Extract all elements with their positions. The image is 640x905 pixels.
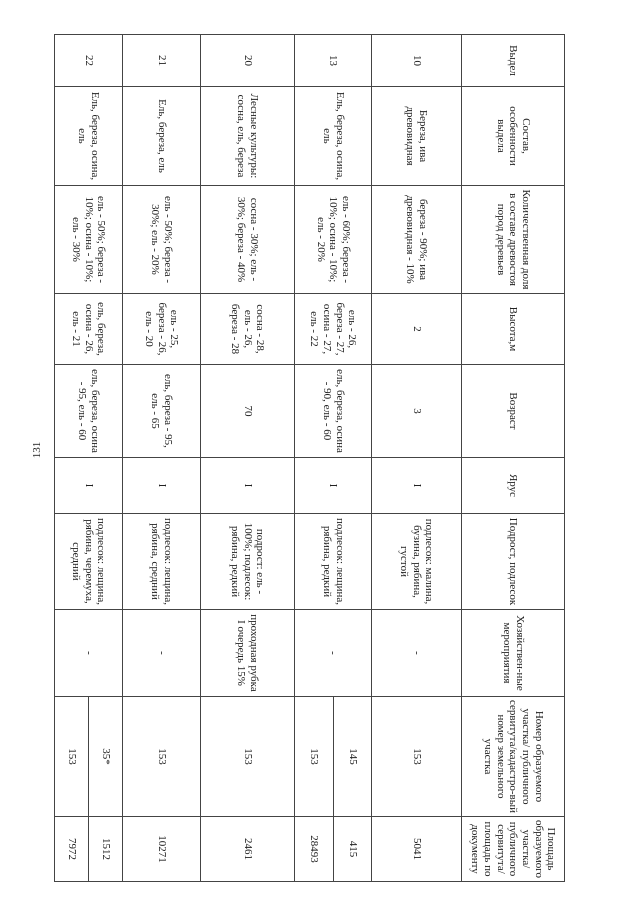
cell-shares: береза - 90%; ива древовидная - 10% — [372, 186, 462, 294]
table-row — [201, 35, 295, 882]
cell-tier: I — [372, 458, 462, 514]
page-number: 131 — [31, 441, 43, 459]
cell-composition: Береза, ива древовидная — [372, 87, 462, 186]
cell-area: 10271 — [123, 817, 201, 882]
cell-undergrowth: подлесок: малина, бузина, рябина, густой — [372, 514, 462, 610]
cell-height: 2 — [372, 294, 462, 365]
rotated-page — [55, 34, 565, 881]
forest-inventory-table — [54, 34, 565, 882]
cell-area: 5041 — [372, 817, 462, 882]
table-row — [55, 35, 123, 882]
header-vydel: Выдел — [462, 35, 565, 87]
cell-undergrowth: подлесок: лещина, рябина, средний — [123, 514, 201, 610]
cell-measures: - — [123, 610, 201, 697]
table-row — [295, 35, 372, 882]
cell-age: ель, береза, осина - 95, ель - 60 — [55, 365, 123, 458]
cell-age: 3 — [372, 365, 462, 458]
plot-area-2: 7972 — [66, 838, 79, 860]
cell-vydel: 13 — [295, 35, 372, 87]
table-row — [123, 35, 201, 882]
header-tier: Ярус — [462, 458, 565, 514]
cell-plot-number: 153 — [372, 697, 462, 817]
cell-vydel: 22 — [55, 35, 123, 87]
cell-height: сосна - 28, ель - 26, береза - 28 — [201, 294, 295, 365]
cell-area: 2461 — [201, 817, 295, 882]
header-age: Возраст — [462, 365, 565, 458]
cell-plot-number: 153 — [123, 697, 201, 817]
cell-vydel: 21 — [123, 35, 201, 87]
cell-shares: сосна - 30%; ель - 30%; береза - 40% — [201, 186, 295, 294]
cell-plot-number — [55, 697, 123, 817]
header-plot-number: Номер образуемого участка/ публичного сервитута/кадастро-вый номер земельного участка — [462, 697, 565, 817]
header-height: Высота,м — [462, 294, 565, 365]
cell-age: ель, береза, осина - 90, ель - 60 — [295, 365, 372, 458]
header-shares: Количественная доля в составе древостоя пород деревьев — [462, 186, 565, 294]
cell-measures: - — [372, 610, 462, 697]
table-header-row — [462, 35, 565, 882]
cell-height: ель, береза, осина - 26, ель - 21 — [55, 294, 123, 365]
cell-undergrowth: подлесок: лещина, рябина, редкий — [295, 514, 372, 610]
plot-number-2: 153 — [66, 748, 79, 765]
cell-measures: - — [55, 610, 123, 697]
cell-measures: - — [295, 610, 372, 697]
cell-undergrowth: подлесок: лещина, рябина, черемуха, средний — [55, 514, 123, 610]
cell-vydel: 20 — [201, 35, 295, 87]
cell-shares: ель - 50%; береза - 10%; осина - 10%; ель - 30% — [55, 186, 123, 294]
cell-age: 70 — [201, 365, 295, 458]
plot-area-1: 415 — [333, 817, 371, 881]
cell-vydel: 10 — [372, 35, 462, 87]
cell-composition: Ель, береза, осина, ель — [295, 87, 372, 186]
cell-plot-number: 153 — [201, 697, 295, 817]
cell-tier: I — [201, 458, 295, 514]
plot-area-1: 1512 — [89, 817, 123, 881]
cell-plot-number — [295, 697, 372, 817]
cell-composition: Ель, береза, осина, ель — [55, 87, 123, 186]
plot-number-1: 145 — [333, 697, 371, 816]
cell-tier: I — [295, 458, 372, 514]
cell-undergrowth: подрост: ель - 100%; подлесок: рябина, редкий — [201, 514, 295, 610]
cell-age: ель, береза - 95, ель - 65 — [123, 365, 201, 458]
cell-tier: I — [55, 458, 123, 514]
cell-height: ель - 25, береза - 26, ель - 20 — [123, 294, 201, 365]
header-composition: Состав, особенности выдела — [462, 87, 565, 186]
cell-area — [55, 817, 123, 882]
cell-height: ель - 26, береза - 27, осина - 27, ель - 22 — [295, 294, 372, 365]
header-measures: Хозяйствен-ные мероприятия — [462, 610, 565, 697]
cell-shares: ель - 50%; береза - 30%; ель - 20% — [123, 186, 201, 294]
cell-area — [295, 817, 372, 882]
cell-tier: I — [123, 458, 201, 514]
plot-number-1: 35* — [89, 697, 123, 816]
header-area: Площадь образуемого участка/ публичного сервитута/ площадь по документу — [462, 817, 565, 882]
plot-area-2: 28493 — [308, 835, 321, 863]
cell-composition: Лесные культуры: сосна, ель, береза — [201, 87, 295, 186]
plot-number-2: 153 — [308, 748, 321, 765]
cell-shares: ель - 60%; береза - 10%; осина - 10%; ель - 20% — [295, 186, 372, 294]
table-row — [372, 35, 462, 882]
header-undergrowth: Подрост, подлесок — [462, 514, 565, 610]
cell-measures: проходная рубка I очередь 15% — [201, 610, 295, 697]
cell-composition: Ель, береза, ель — [123, 87, 201, 186]
